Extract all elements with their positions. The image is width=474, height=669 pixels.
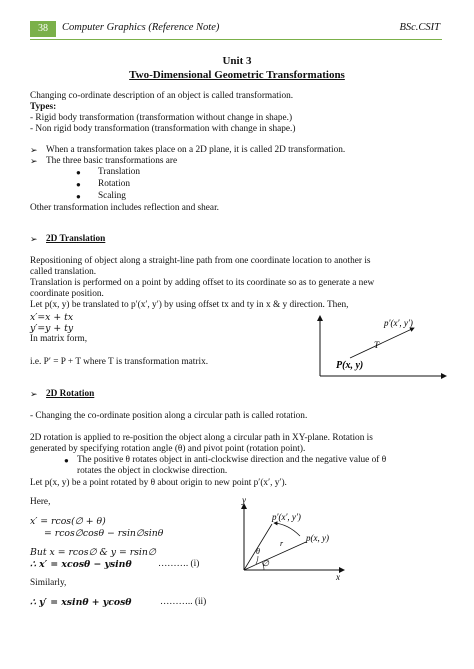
translation-vector: [350, 328, 414, 358]
translation-eq-x: x′=x + tx: [30, 312, 74, 323]
basic-scaling: Scaling: [98, 191, 126, 201]
rotation-bullet: The positive θ rotates object in anti-clockwise direction and the negative value of θ: [77, 455, 387, 465]
translation-para: Translation is performed on a point by adding offset to its coordinate so as to generate a new: [30, 278, 375, 288]
rotation-similarly: Similarly,: [30, 578, 67, 588]
bullet-icon: ●: [64, 456, 69, 465]
label-p: p(x, y): [306, 533, 329, 543]
unit-number: Unit 3: [222, 55, 252, 67]
basic-rotation: Rotation: [98, 179, 131, 189]
translation-para: called translation.: [30, 267, 97, 277]
translation-matrix: In matrix form,: [30, 334, 88, 344]
translation-ie: i.e. P′ = P + T where T is transformation matrix.: [30, 357, 209, 367]
rotation-result-y: ∴ y′ = xsinθ + ycosθ: [30, 597, 132, 608]
label-theta: θ: [256, 547, 260, 556]
label-p: P(x, y): [336, 360, 364, 371]
rotation-here: Here,: [30, 497, 51, 507]
page-header: [30, 21, 442, 40]
intro-line: Changing co-ordinate description of an object is called transformation.: [30, 91, 294, 101]
type-non-rigid: - Non rigid body transformation (transformation with change in shape.): [30, 124, 296, 134]
label-p-prime: p′(x′, y′): [272, 512, 301, 522]
arrow-bullet-icon: ➢: [30, 156, 38, 166]
rotation-let: Let p(x, y) be a point rotated by θ about origin to new point p′(x′, y′).: [30, 478, 287, 488]
page-number: 38: [30, 21, 56, 37]
translation-para: Repositioning of object along a straight-line path from one coordinate location to another is: [30, 256, 371, 266]
label-r: r: [280, 539, 284, 548]
rotation-bullet: rotates the object in clockwise direction.: [77, 466, 228, 476]
arrow-bullet-icon: ➢: [30, 234, 38, 244]
rotation-definition: - Changing the co-ordinate position along a circular path is called rotation.: [30, 411, 308, 421]
rotation-but: But x = rcos∅ & y = rsin∅: [30, 547, 156, 558]
angle-arc: [256, 556, 258, 564]
rotation-eq-1: x′ = rcos(∅ + θ): [30, 516, 106, 527]
translation-figure: [310, 310, 450, 380]
unit-title: Two-Dimensional Geometric Transformations: [129, 69, 345, 81]
translation-heading: 2D Translation: [46, 234, 106, 244]
intro-point-2: The three basic transformations are: [46, 156, 178, 166]
header-course: BSc.CSIT: [399, 22, 440, 33]
intro-point-1: When a transformation takes place on a 2D plane, it is called 2D transformation.: [46, 145, 346, 155]
rotation-para: 2D rotation is applied to re-position the object along a circular path in XY-plane. Rotation is: [30, 433, 373, 443]
intro-other: Other transformation includes reflection and shear.: [30, 203, 219, 213]
radius-p: [244, 542, 306, 570]
translation-eq-y: y′=y + ty: [30, 323, 74, 334]
bullet-icon: ●: [76, 192, 81, 201]
rotation-para: generated by specifying rotation angle (θ) and pivot point (rotation point).: [30, 444, 306, 454]
type-rigid: - Rigid body transformation (transformation without change in shape.): [30, 113, 293, 123]
rotation-dots-2: ……….. (ii): [160, 597, 207, 607]
rotation-eq-2: = rcos∅cosθ − rsin∅sinθ: [44, 528, 164, 539]
label-p-prime: p′(x′, y′): [384, 318, 413, 328]
label-x-axis: x: [336, 572, 340, 582]
bullet-icon: ●: [76, 168, 81, 177]
header-title: Computer Graphics (Reference Note): [62, 22, 220, 33]
rotation-figure: [232, 495, 352, 582]
rotation-arc: [274, 523, 300, 536]
types-label: Types:: [30, 102, 57, 112]
basic-translation: Translation: [98, 167, 141, 177]
label-phi: ∅: [262, 559, 269, 568]
translation-para: Let p(x, y) be translated to p′(x′, y′) by using offset tx and ty in x & y direction. Then,: [30, 300, 349, 310]
translation-para: coordinate position.: [30, 289, 104, 299]
label-y-axis: y: [242, 495, 246, 505]
label-t: T: [374, 340, 380, 350]
rotation-dots-1: ………. (i): [158, 559, 200, 569]
arrow-bullet-icon: ➢: [30, 145, 38, 155]
bullet-icon: ●: [76, 180, 81, 189]
rotation-result-x: ∴ x′ = xcosθ − ysinθ: [30, 559, 132, 570]
rotation-heading: 2D Rotation: [46, 389, 95, 399]
arrow-bullet-icon: ➢: [30, 389, 38, 399]
